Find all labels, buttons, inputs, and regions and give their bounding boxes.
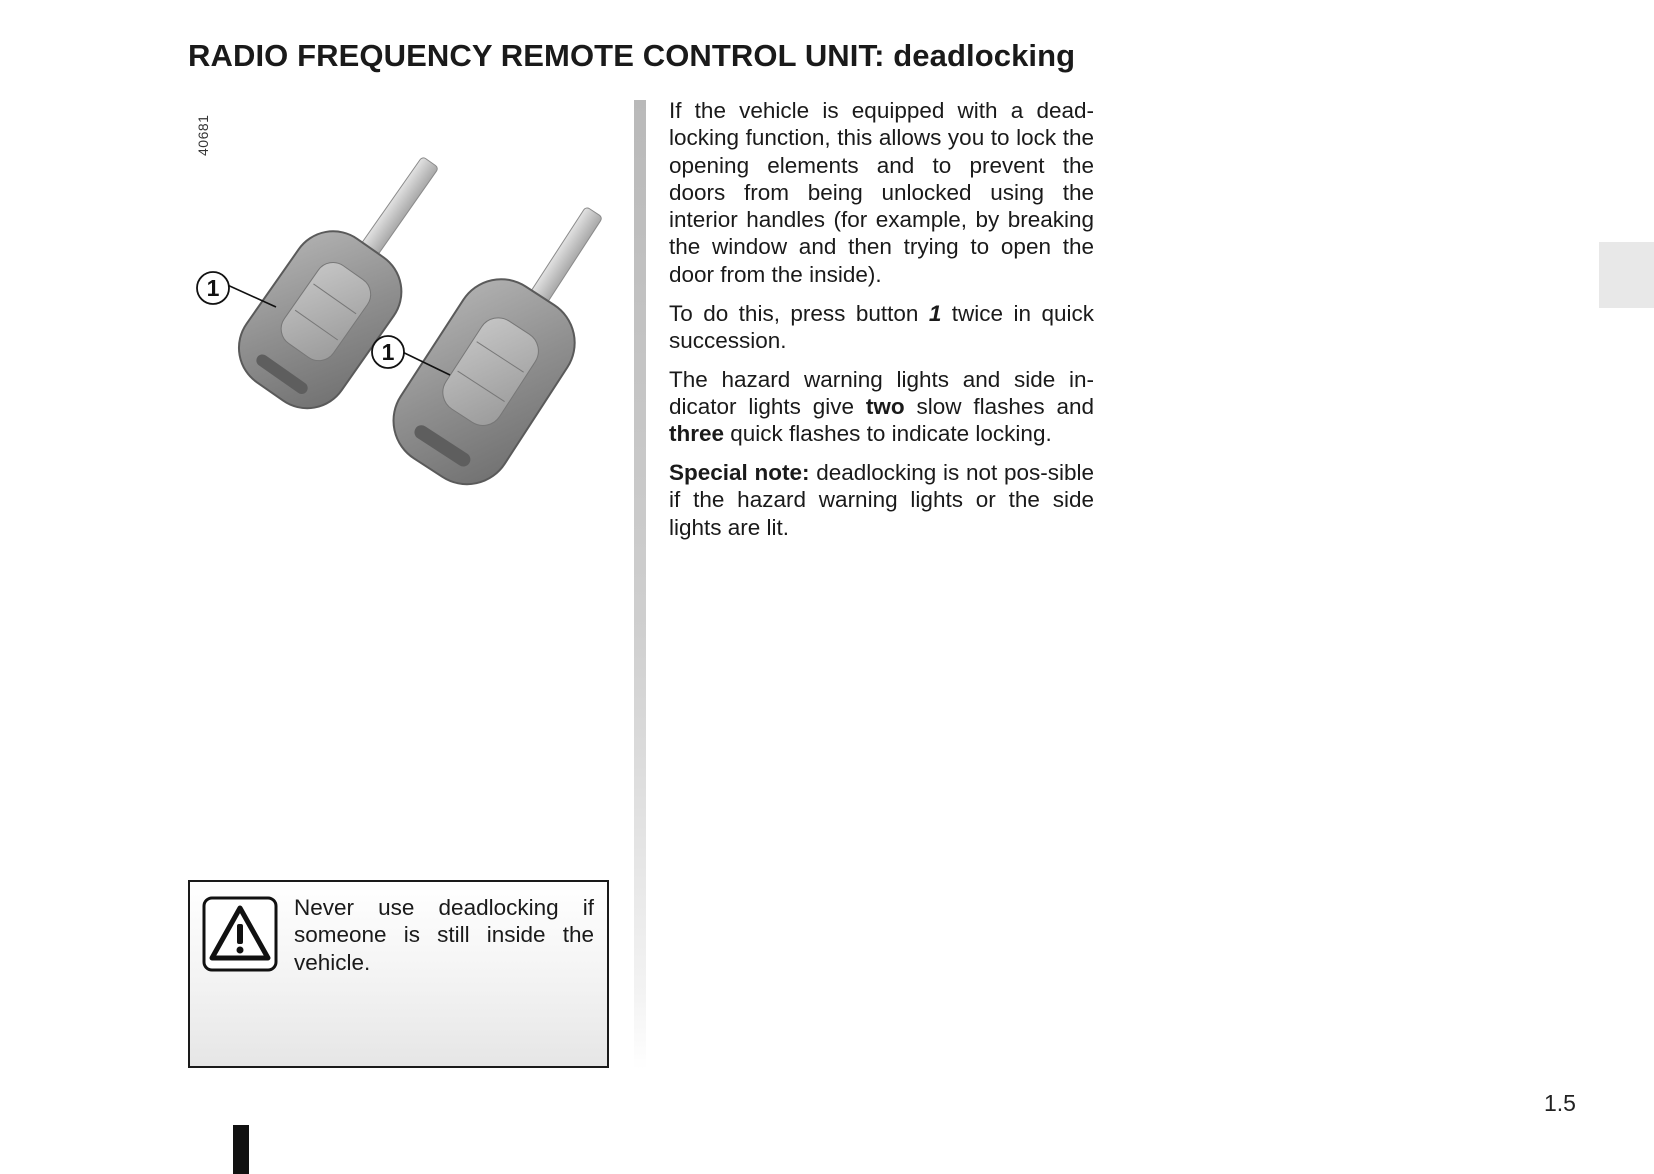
- chapter-tab: [1599, 242, 1654, 308]
- page-title: RADIO FREQUENCY REMOTE CONTROL UNIT: deadlocking: [188, 38, 1076, 73]
- page-number: 1.5: [1544, 1090, 1576, 1116]
- body-text: [669, 97, 1094, 552]
- figure-code: 40681: [195, 114, 211, 156]
- warning-triangle-icon: [202, 896, 278, 972]
- paragraph-special-note: Special note: deadlocking is not pos-sible if the hazard warning lights or the side lights are lit.: [669, 460, 1094, 540]
- special-note-label: Special note:: [669, 460, 810, 486]
- paragraph-deadlocking-description: If the vehicle is equipped with a dead-locking function, this allows you to lock the opening elements and to prevent the doors from being unlocked using the interior handles (for example, by breaking the window and then trying to open the door from the inside).: [669, 98, 1094, 287]
- callout-number: 1: [206, 275, 220, 301]
- paragraph-instruction: To do this, press button 1 twice in quick succession.: [669, 300, 1094, 353]
- warning-text: Never use deadlocking if someone is still inside the vehicle.: [294, 895, 594, 975]
- callout-1-left: [197, 272, 276, 307]
- button-reference: 1: [928, 300, 942, 326]
- warning-box: [188, 880, 609, 1068]
- corner-marker: [233, 1125, 249, 1174]
- column-divider: [634, 100, 646, 1070]
- remote-control-illustration: [188, 100, 613, 530]
- key-fobs-drawing: [188, 100, 613, 530]
- key-fob-flip: [376, 178, 613, 501]
- callout-number: 1: [381, 339, 395, 365]
- paragraph-indicator-flashes: The hazard warning lights and side in-dicator lights give two slow flashes and three quick flashes to indicate locking.: [669, 366, 1094, 447]
